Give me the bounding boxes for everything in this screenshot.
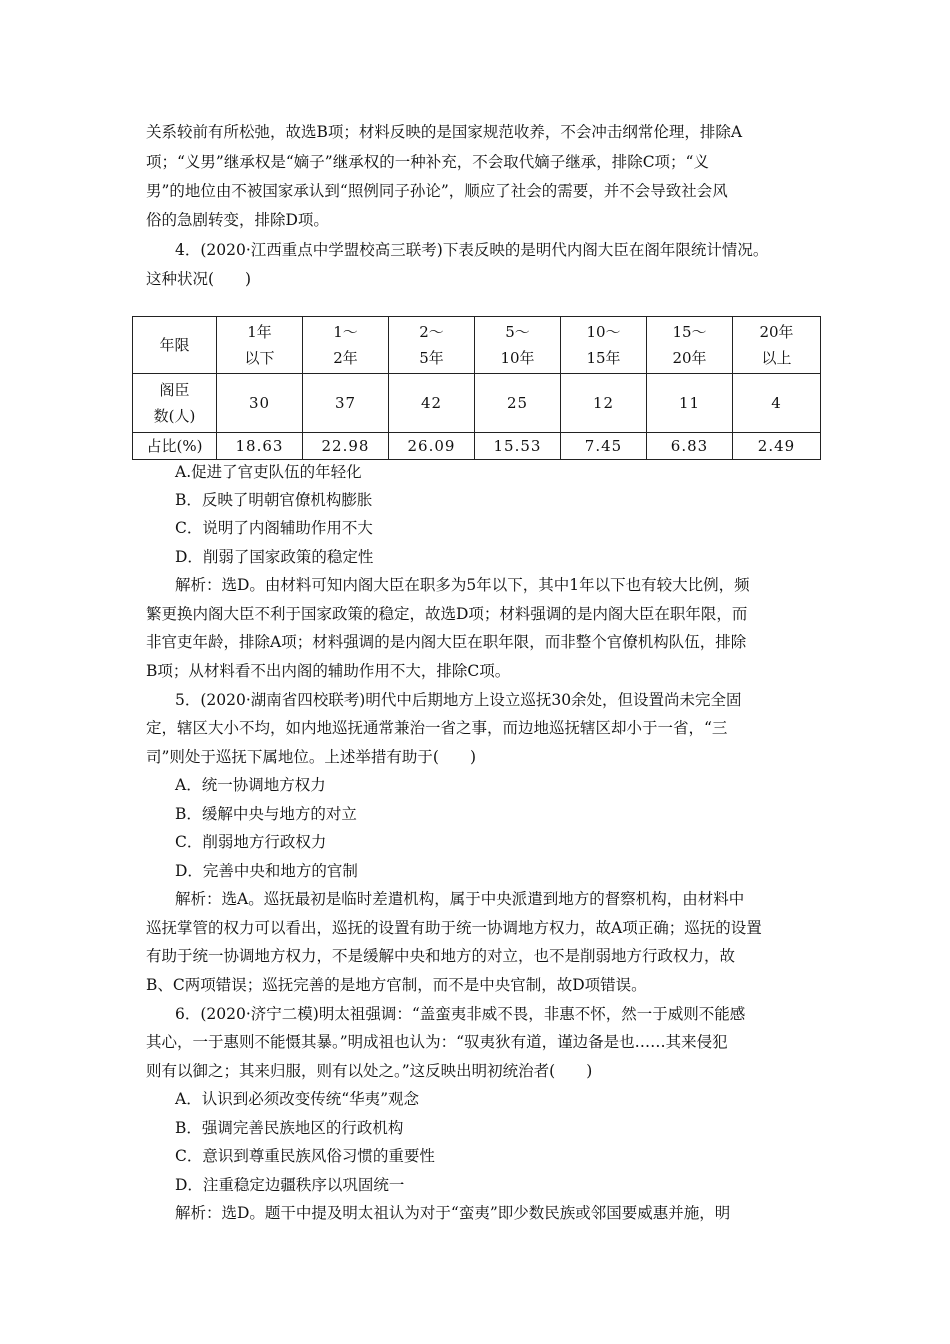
option-a: A．认识到必须改变传统“华夷”观念 — [175, 1090, 420, 1108]
table-row-percents — [133, 433, 821, 460]
option-c: C．说明了内阁辅助作用不大 — [175, 519, 373, 537]
table-header-cell: 10～ 15年 — [561, 317, 647, 374]
question-6-stem-cont: 其心，一于惠则不能慑其暴。”明成祖也认为：“驭夷狄有道，谨边备是也……其来侵犯 — [146, 1033, 728, 1051]
question-4-stem: 4．(2020·江西重点中学盟校高三联考)下表反映的是明代内阁大臣在阁年限统计情况。 — [175, 241, 769, 259]
text-line: 关系较前有所松弛，故选B项；材料反映的是国家规范收养，不会冲击纲常伦理，排除A — [146, 123, 743, 141]
text-line: 项；“义男”继承权是“嫡子”继承权的一种补充，不会取代嫡子继承，排除C项；“义 — [146, 153, 709, 171]
table-header-label: 年限 — [133, 317, 217, 374]
question-6-stem: 6．(2020·济宁二模)明太祖强调：“盖蛮夷非威不畏，非惠不怀，然一于威则不能感 — [175, 1005, 746, 1023]
table-header-cell: 20年 以上 — [733, 317, 821, 374]
analysis-line: 解析：选D。题干中提及明太祖认为对于“蛮夷”即少数民族或邻国要威惠并施，明 — [175, 1204, 731, 1222]
analysis-line: B、C两项错误；巡抚完善的是地方官制，而不是中央官制，故D项错误。 — [146, 976, 647, 994]
option-b: B．缓解中央与地方的对立 — [175, 805, 357, 823]
question-5-stem-cont: 司”则处于巡抚下属地位。上述举措有助于( ) — [146, 748, 477, 766]
analysis-line: 巡抚掌管的权力可以看出，巡抚的设置有助于统一协调地方权力，故A项正确；巡抚的设置 — [146, 919, 762, 937]
table-header-cell: 1～ 2年 — [303, 317, 389, 374]
analysis-line: 解析：选D。由材料可知内阁大臣在职多为5年以下，其中1年以下也有较大比例，频 — [175, 576, 750, 594]
option-a: A.促进了官吏队伍的年轻化 — [175, 463, 362, 481]
analysis-line: 有助于统一协调地方权力，不是缓解中央和地方的对立，也不是削弱地方行政权力，故 — [146, 947, 736, 965]
option-d: D．注重稳定边疆秩序以巩固统一 — [175, 1176, 405, 1194]
option-a: A．统一协调地方权力 — [175, 776, 326, 794]
option-c: C．削弱地方行政权力 — [175, 833, 327, 851]
analysis-line: 解析：选A。巡抚最初是临时差遣机构，属于中央派遣到地方的督察机构，由材料中 — [175, 890, 745, 908]
question-5-stem-cont: 定，辖区大小不均，如内地巡抚通常兼治一省之事，而边地巡抚辖区却小于一省，“三 — [146, 719, 728, 737]
question-5-stem: 5．(2020·湖南省四校联考)明代中后期地方上设立巡抚30余处，但设置尚未完全固 — [175, 691, 742, 709]
cabinet-tenure-table — [132, 316, 821, 460]
option-b: B．强调完善民族地区的行政机构 — [175, 1119, 404, 1137]
table-cell: 26.09 — [389, 433, 475, 460]
analysis-line: 非官吏年龄，排除A项；材料强调的是内阁大臣在职年限，而非整个官僚机构队伍，排除 — [146, 633, 747, 651]
text-line: 俗的急剧转变，排除D项。 — [146, 211, 329, 229]
table-row-counts — [133, 374, 821, 433]
table-row-label: 占比(%) — [133, 433, 217, 460]
analysis-line: B项；从材料看不出内阁的辅助作用不大，排除C项。 — [146, 662, 511, 680]
table-header-cell: 1年 以下 — [217, 317, 303, 374]
table-cell: 6.83 — [647, 433, 733, 460]
table-cell: 7.45 — [561, 433, 647, 460]
option-c: C．意识到尊重民族风俗习惯的重要性 — [175, 1147, 435, 1165]
table-header-cell: 15～ 20年 — [647, 317, 733, 374]
table-cell: 22.98 — [303, 433, 389, 460]
table-cell: 15.53 — [475, 433, 561, 460]
option-d: D．完善中央和地方的官制 — [175, 862, 358, 880]
option-b: B．反映了明朝官僚机构膨胀 — [175, 491, 373, 509]
table-row-label: 阁臣 数(人) — [133, 374, 217, 433]
analysis-line: 繁更换内阁大臣不利于国家政策的稳定，故选D项；材料强调的是内阁大臣在职年限，而 — [146, 605, 748, 623]
question-4-stem-cont: 这种状况( ) — [146, 270, 252, 288]
table-cell: 18.63 — [217, 433, 303, 460]
table-cell: 4 — [733, 374, 821, 433]
table-cell: 11 — [647, 374, 733, 433]
table-cell: 42 — [389, 374, 475, 433]
table-cell: 2.49 — [733, 433, 821, 460]
table-header-cell: 5～ 10年 — [475, 317, 561, 374]
text-line: 男”的地位由不被国家承认到“照例同子孙论”，顺应了社会的需要，并不会导致社会风 — [146, 182, 728, 200]
table-cell: 30 — [217, 374, 303, 433]
table-header-row — [133, 317, 821, 374]
table-cell: 12 — [561, 374, 647, 433]
option-d: D．削弱了国家政策的稳定性 — [175, 548, 374, 566]
table-cell: 25 — [475, 374, 561, 433]
question-6-stem-cont: 则有以御之；其来归服，则有以处之。”这反映出明初统治者( ) — [146, 1062, 593, 1080]
table-header-cell: 2～ 5年 — [389, 317, 475, 374]
table-cell: 37 — [303, 374, 389, 433]
